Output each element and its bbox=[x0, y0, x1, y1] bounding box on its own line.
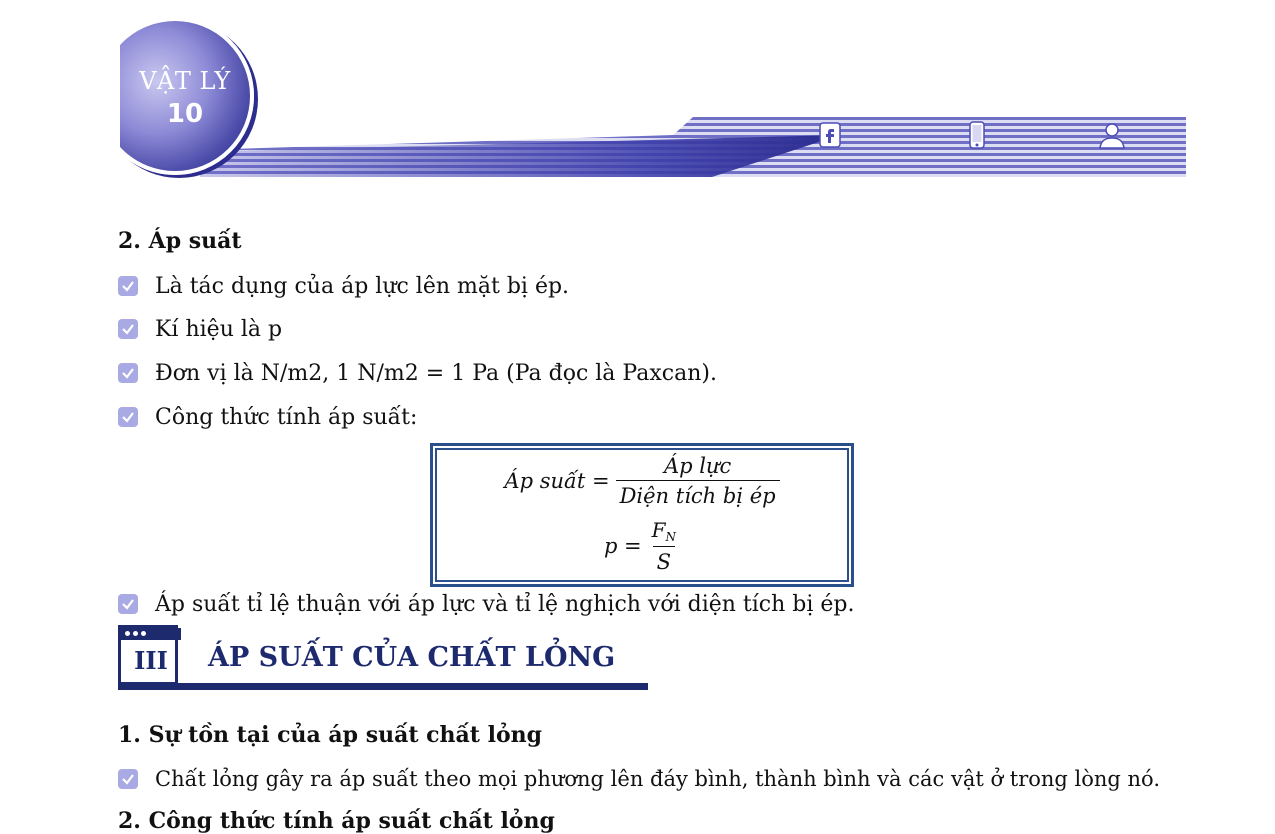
section-number-box bbox=[118, 625, 178, 685]
checkbox-icon bbox=[118, 594, 138, 614]
user-icon[interactable] bbox=[1098, 122, 1126, 148]
list-item-text: Kí hiệu là p bbox=[155, 316, 283, 342]
formula-box bbox=[430, 443, 854, 587]
checkbox-icon bbox=[118, 769, 138, 789]
formula-denominator: Diện tích bị ép bbox=[616, 480, 780, 508]
facebook-icon[interactable] bbox=[819, 122, 841, 148]
formula-numerator bbox=[648, 518, 680, 546]
list-item-text: Công thức tính áp suất: bbox=[155, 404, 418, 430]
checkbox-icon bbox=[118, 407, 138, 427]
list-item bbox=[118, 359, 717, 387]
formula-line-1 bbox=[433, 454, 851, 508]
page-header bbox=[0, 0, 1275, 190]
subsection-heading: 2. Công thức tính áp suất chất lỏng bbox=[118, 808, 555, 834]
checkbox-icon bbox=[118, 363, 138, 383]
list-item bbox=[118, 272, 569, 300]
logo-line2: 10 bbox=[166, 99, 204, 129]
logo-line1: VẬT LÝ bbox=[139, 67, 231, 95]
formula-fraction bbox=[616, 454, 780, 508]
list-item bbox=[118, 590, 855, 618]
formula-lhs: p = bbox=[603, 534, 642, 558]
list-item-text: Là tác dụng của áp lực lên mặt bị ép. bbox=[155, 273, 570, 299]
list-item-text: Áp suất tỉ lệ thuận với áp lực và tỉ lệ nghịch với diện tích bị ép. bbox=[155, 591, 855, 617]
logo-left-cut bbox=[60, 0, 120, 190]
formula-numerator: Áp lực bbox=[663, 454, 732, 478]
section-underline bbox=[118, 683, 648, 690]
list-item-text: Đơn vị là N/m2, 1 N/m2 = 1 Pa (Pa đọc là Paxcan). bbox=[155, 360, 717, 386]
checkbox-icon bbox=[118, 276, 138, 296]
section-title: ÁP SUẤT CỦA CHẤT LỎNG bbox=[208, 642, 616, 673]
formula-fraction bbox=[648, 518, 680, 574]
section-heading bbox=[118, 625, 648, 691]
phone-icon[interactable] bbox=[966, 122, 988, 148]
checkbox-icon bbox=[118, 319, 138, 339]
list-item-text: Chất lỏng gây ra áp suất theo mọi phương lên đáy bình, thành bình và các vật ở trong lòng nó. bbox=[155, 767, 1161, 791]
formula-subscript: N bbox=[665, 530, 677, 544]
formula-symbol: F bbox=[651, 518, 666, 542]
list-item bbox=[118, 765, 1160, 793]
section-number: III bbox=[134, 646, 168, 675]
subsection-heading: 1. Sự tồn tại của áp suất chất lỏng bbox=[118, 722, 543, 748]
formula-line-2 bbox=[433, 518, 851, 574]
subsection-heading: 2. Áp suất bbox=[118, 228, 242, 254]
formula-lhs: Áp suất = bbox=[504, 469, 610, 493]
window-bar bbox=[121, 628, 181, 640]
list-item bbox=[118, 315, 282, 343]
list-item bbox=[118, 403, 417, 431]
formula-denominator: S bbox=[653, 546, 675, 574]
